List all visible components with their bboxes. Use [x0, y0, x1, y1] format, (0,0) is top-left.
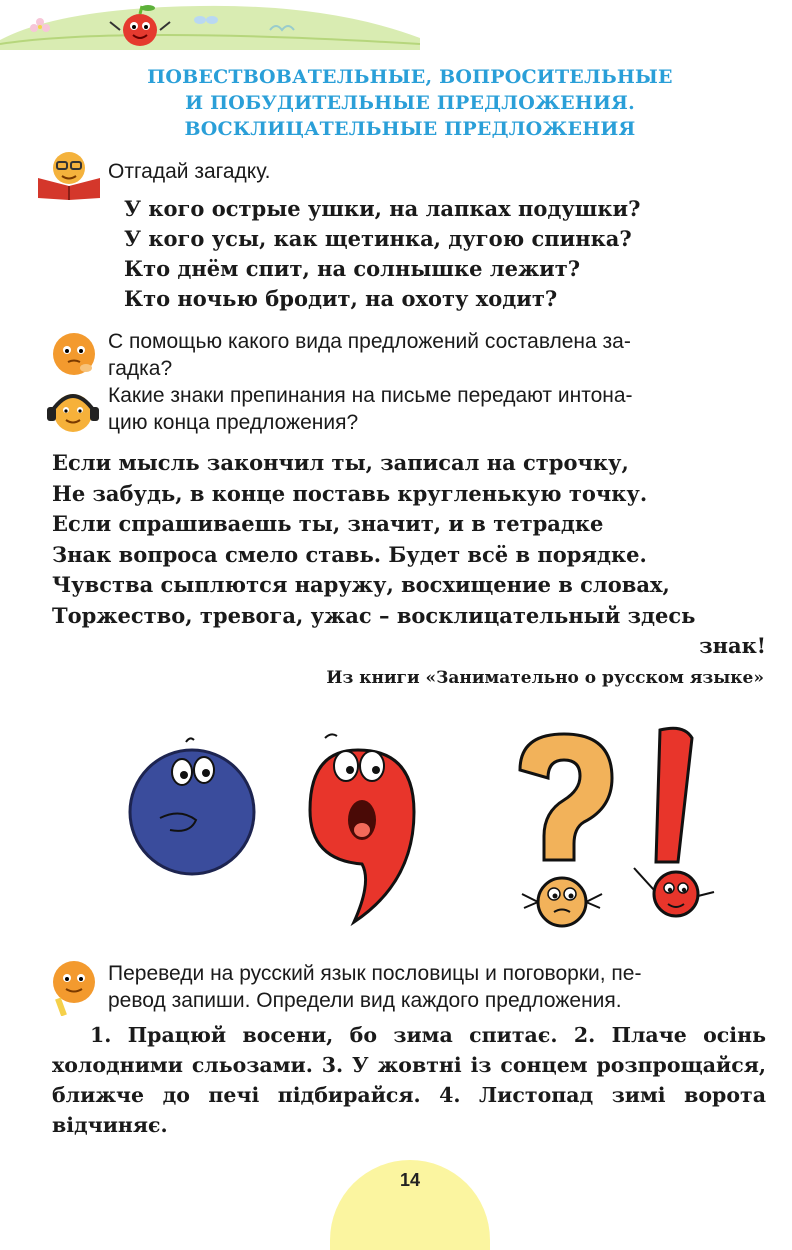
question-1-line: гадка? — [108, 357, 173, 380]
question-2-line: цию конца предложения? — [108, 411, 359, 434]
task-instruction-1: Отгадай загадку. — [108, 160, 271, 183]
exclamation-mark-character-icon — [634, 728, 714, 916]
poem-line: Торжество, тревога, ужас – восклицательный здесь — [52, 602, 696, 628]
question-2-line: Какие знаки препинания на письме передают интона- — [108, 384, 633, 407]
poem-line: Чувства сыплются наружу, восхищение в словах, — [52, 572, 670, 597]
title-line-1: ПОВЕСТВОВАТЕЛЬНЫЕ, ВОПРОСИТЕЛЬНЫЕ — [147, 66, 673, 88]
poem-line: Если спрашиваешь ты, значит, и в тетрадке — [52, 511, 604, 536]
comma-character-icon — [310, 734, 414, 922]
question-mark-character-icon — [520, 734, 612, 926]
punctuation-characters-illustration — [120, 720, 720, 935]
title-line-3: ВОСКЛИЦАТЕЛЬНЫЕ ПРЕДЛОЖЕНИЯ — [184, 118, 636, 140]
riddle-line: У кого усы, как щетинка, дугою спинка? — [124, 226, 632, 251]
proverbs-text: 1. Працюй восени, бо зима спитає. 2. Плаче осінь холодними сльозами. 3. У жовтні із сонцем розпрощайся, ближче до печі підбирайся. 4. Листопад зимі ворота відчиняє. — [52, 1023, 766, 1137]
riddle-block — [124, 194, 640, 314]
poem-line: Если мысль закончил ты, записал на строчку, — [52, 450, 629, 475]
poem-line: Знак вопроса смело ставь. Будет всё в порядке. — [52, 541, 647, 567]
task-instruction-2-line: Переведи на русский язык пословицы и поговорки, пе- — [108, 962, 642, 985]
question-1 — [108, 328, 768, 382]
question-2 — [108, 382, 768, 436]
task-instruction-2-line: ревод запиши. Определи вид каждого предложения. — [108, 989, 622, 1012]
headphones-smiley-icon — [44, 385, 102, 437]
poem-line: знак! — [699, 633, 766, 658]
page-title — [60, 64, 760, 142]
riddle-line: Кто днём спит, на солнышке лежит? — [124, 256, 581, 281]
period-character-icon — [130, 738, 254, 874]
poem-line: Не забудь, в конце поставь кругленькую точку. — [52, 480, 648, 506]
riddle-line: Кто ночью бродит, на охоту ходит? — [124, 286, 558, 311]
task-instruction-2 — [108, 960, 768, 1014]
page-number: 14 — [399, 1170, 421, 1190]
title-line-2: И ПОБУДИТЕЛЬНЫЕ ПРЕДЛОЖЕНИЯ. — [185, 92, 635, 114]
source-citation: Из книги «Занимательно о русском языке» — [326, 668, 764, 688]
top-decor-band — [0, 0, 420, 50]
question-1-line: С помощью какого вида предложений составлена за- — [108, 330, 631, 353]
thinking-smiley-icon — [50, 330, 100, 378]
pencil-smiley-icon — [48, 958, 104, 1016]
riddle-line: У кого острые ушки, на лапках подушки? — [124, 196, 641, 221]
poem-block — [52, 448, 766, 662]
reading-smiley-icon — [34, 148, 104, 200]
